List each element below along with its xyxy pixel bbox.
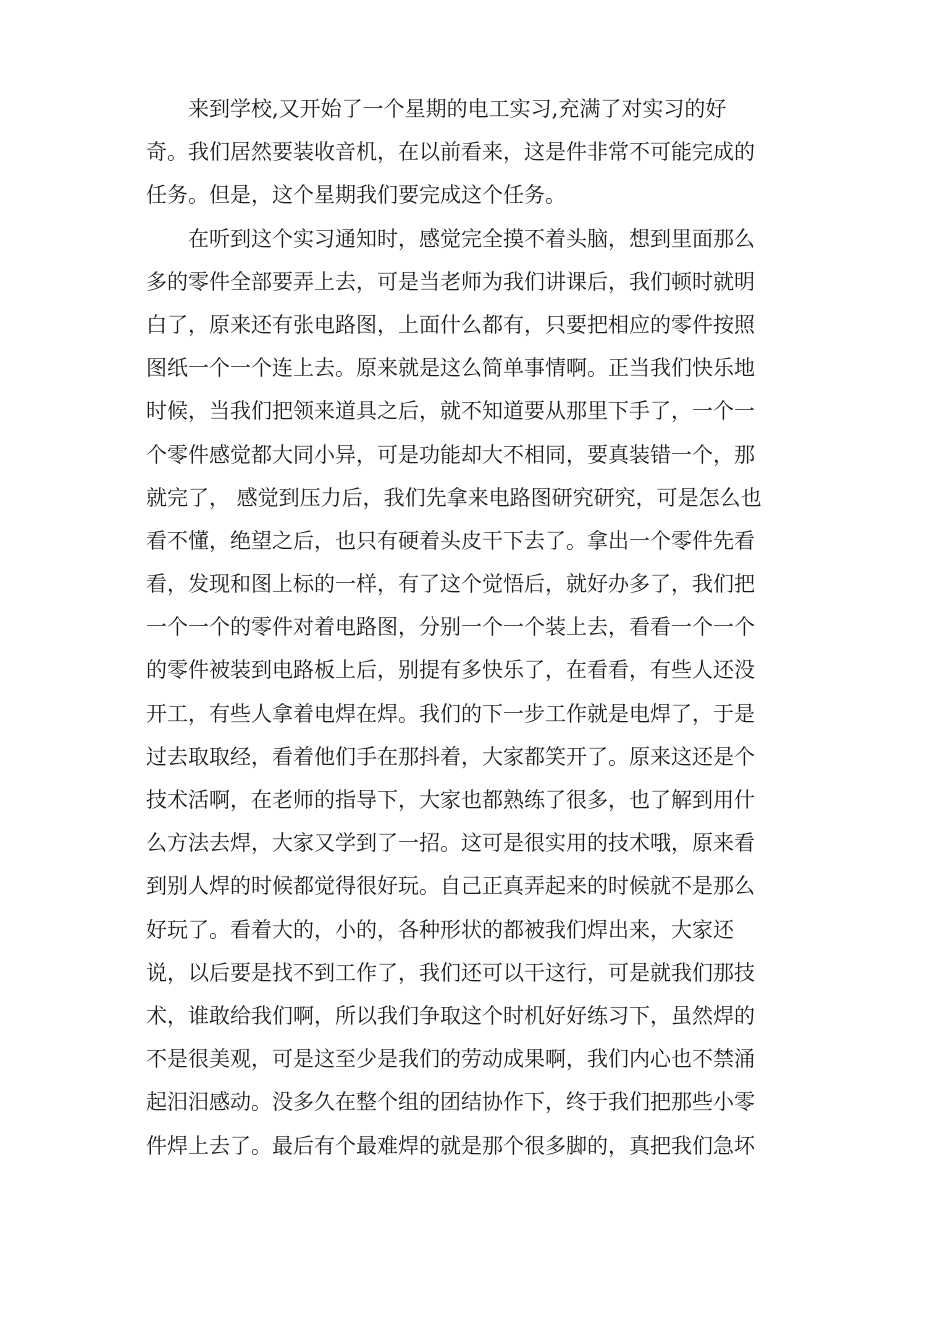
text-line: 好玩了。看着大的，小的，各种形状的都被我们焊出来，大家还 [146,917,734,942]
text-line: 白了，原来还有张电路图，上面什么都有，只要把相应的零件按照 [146,312,755,337]
text-line: 看，发现和图上标的一样，有了这个觉悟后，就好办多了，我们把 [146,572,755,597]
text-line: 起汨汨感动。没多久在整个组的团结协作下，终于我们把那些小零 [146,1090,755,1115]
text-line: 一个一个的零件对着电路图，分别一个一个装上去，看看一个一个 [146,615,755,640]
text-line: 么方法去焊，大家又学到了一招。这可是很实用的技术哦，原来看 [146,831,755,856]
text-line: 到别人焊的时候都觉得很好玩。自己正真弄起来的时候就不是那么 [146,874,755,899]
text-line: 的零件被装到电路板上后，别提有多快乐了，在看看，有些人还没 [146,658,755,683]
text-line: 来到学校,又开始了一个星期的电工实习,充满了对实习的好 [188,97,727,121]
text-line: 图纸一个一个连上去。原来就是这么简单事情啊。正当我们快乐地 [146,356,755,381]
text-line: 技术活啊，在老师的指导下，大家也都熟练了很多，也了解到用什 [146,788,755,812]
text-line: 不是很美观，可是这至少是我们的劳动成果啊，我们内心也不禁涌 [146,1047,755,1072]
text-line: 任务。但是，这个星期我们要完成这个任务。 [146,183,566,208]
body-text [146,88,806,1168]
text-line: 就完了， 感觉到压力后，我们先拿来电路图研究研究，可是怎么也 [146,485,762,510]
text-line: 件焊上去了。最后有个最难焊的就是那个很多脚的，真把我们急坏 [146,1133,755,1158]
text-line: 说，以后要是找不到工作了，我们还可以干这行，可是就我们那技 [146,960,755,985]
text-line: 多的零件全部要弄上去，可是当老师为我们讲课后，我们顿时就明 [146,269,755,294]
text-line: 奇。我们居然要装收音机，在以前看来，这是件非常不可能完成的 [146,140,755,165]
text-line: 时候，当我们把领来道具之后，就不知道要从那里下手了，一个一 [146,399,755,424]
text-line: 开工，有些人拿着电焊在焊。我们的下一步工作就是电焊了，于是 [146,701,755,726]
text-line: 看不懂，绝望之后，也只有硬着头皮干下去了。拿出一个零件先看 [146,528,755,553]
text-line: 在听到这个实习通知时，感觉完全摸不着头脑，想到里面那么 [188,226,755,251]
text-line: 个零件感觉都大同小异，可是功能却大不相同，要真装错一个，那 [146,442,755,467]
text-line: 术，谁敢给我们啊，所以我们争取这个时机好好练习下，虽然焊的 [146,1003,755,1028]
text-line: 过去取取经，看着他们手在那抖着，大家都笑开了。原来这还是个 [146,744,755,769]
